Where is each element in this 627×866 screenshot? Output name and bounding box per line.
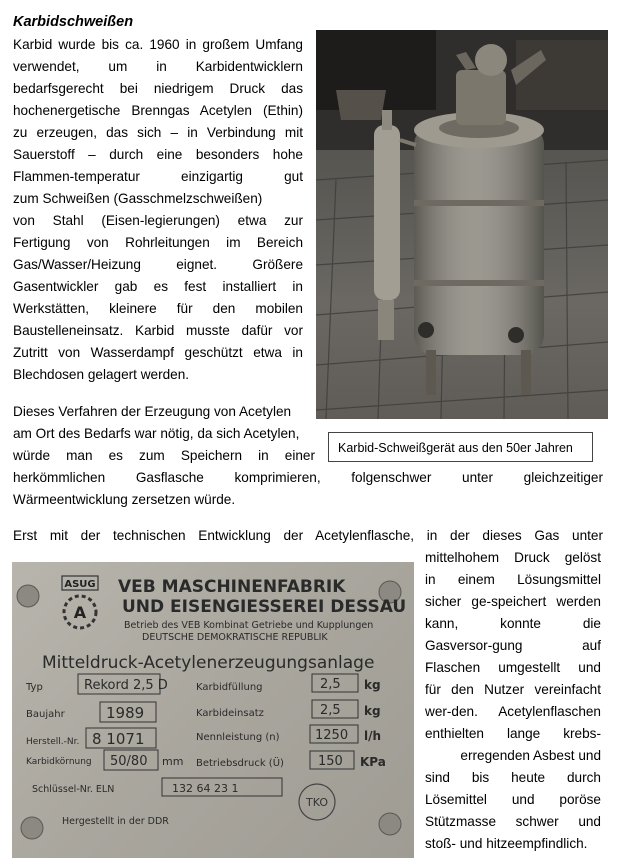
plate-logo: ASUG: [64, 579, 96, 590]
plate-fuell-unit: kg: [364, 678, 381, 692]
text-line: Flammen-temperatur einzigartig gut: [13, 169, 303, 184]
text-line: Zutritt von Wasserdampf geschützt etwa in: [13, 345, 303, 360]
plate-koern-value: 50/80: [110, 754, 148, 769]
plate-herst-value: 8 1071: [92, 730, 145, 748]
plate-druck-label: Betriebsdruck (Ü): [196, 758, 284, 769]
plate-nenn-value: 1250: [315, 728, 349, 743]
text-line: Gas/Wasser/Heizung eignet. Größere: [13, 257, 303, 272]
plate-herst-label: Herstell.-Nr.: [26, 737, 80, 747]
text-line: Lösemittel und poröse: [425, 792, 601, 807]
text-line: Gasversor-gung auf: [425, 638, 601, 653]
plate-schluessel-value: 132 64 23 1: [172, 782, 239, 795]
text-line: Dieses Verfahren der Erzeugung von Acetylen: [13, 404, 292, 419]
plate-koern-unit: mm: [162, 755, 184, 768]
plate-made-in: Hergestellt in der DDR: [62, 816, 169, 827]
plate-einsatz-value: 2,5: [320, 703, 341, 718]
plate-druck-value: 150: [318, 754, 343, 769]
text-line: erregenden Asbest und: [460, 748, 601, 763]
text-line: Baustelleneinsatz. Karbid musste dafür vor: [13, 323, 303, 338]
plate-fuell-label: Karbidfüllung: [196, 682, 263, 693]
text-line: mittelhohem Druck gelöst: [425, 550, 601, 565]
text-line: wer-den. Acetylenflaschen: [425, 704, 601, 719]
text-line: in einem Lösungsmittel: [425, 572, 601, 587]
page-title: Karbidschweißen: [13, 14, 134, 30]
plate-sub-1: Betrieb des VEB Kombinat Getriebe und Kupplungen: [124, 620, 374, 631]
plate-maker-2: UND EISENGIESSEREI DESSAU: [122, 597, 407, 617]
text-line: von Stahl (Eisen-legierungen) etwa zur: [13, 213, 303, 228]
plate-druck-unit: KPa: [360, 755, 386, 769]
plate-sub-2: DEUTSCHE DEMOKRATISCHE REPUBLIK: [142, 632, 328, 643]
text-line: enthielten lange krebs-: [425, 726, 601, 741]
text-line: Gasentwickler gab es fest installiert in: [13, 279, 303, 294]
text-line: Erst mit der technischen Entwicklung der Acetylenflasche, in der dieses Gas unter: [13, 528, 603, 543]
nameplate-drawing: [12, 562, 414, 858]
text-line: am Ort des Bedarfs war nötig, da sich Acetylen,: [13, 426, 300, 441]
text-line: stoß- und hitzeempfindlich.: [425, 836, 588, 851]
photo-caption: Karbid-Schweißgerät aus den 50er Jahren: [328, 432, 593, 462]
plate-maker-1: VEB MASCHINENFABRIK: [118, 577, 346, 597]
plate-typ-label: Typ: [26, 682, 43, 693]
plate-baujahr-value: 1989: [106, 704, 145, 722]
plate-nenn-label: Nennleistung (n): [196, 732, 280, 743]
text-line: Blechdosen gelagert werden.: [13, 367, 190, 382]
text-line: sind bis heute durch: [425, 770, 601, 785]
text-line: zu erzeugen, das sich – in Verbindung mit: [13, 125, 303, 140]
plate-schluessel-label: Schlüssel-Nr. ELN: [32, 784, 115, 795]
plate-fuell-value: 2,5: [320, 677, 341, 692]
text-line: hochenergetische Brenngas Acetylen (Ethin): [13, 103, 303, 118]
text-line: verwendet, um in Karbidentwicklern: [13, 59, 303, 74]
text-line: Fertigung von Rohrleitungen im Bereich: [13, 235, 303, 250]
plate-stamp: TKO: [306, 796, 328, 809]
text-line: Werkstätten, kleinere für den mobilen: [13, 301, 303, 316]
text-line: Sauerstoff – durch eine besonders hohe: [13, 147, 303, 162]
plate-koern-label: Karbidkörnung: [26, 757, 92, 767]
plate-einsatz-unit: kg: [364, 704, 381, 718]
plate-einsatz-label: Karbideinsatz: [196, 708, 264, 719]
nameplate-photo: [12, 562, 414, 858]
plate-nenn-unit: l/h: [364, 729, 382, 743]
text-line: Stützmasse schwer und: [425, 814, 601, 829]
carbide-generator-photo: [316, 30, 608, 419]
plate-typ-value: Rekord 2,5 D: [84, 678, 168, 693]
text-line: zum Schweißen (Gasschmelzschweißen): [13, 191, 263, 206]
text-line: bedarfsgerecht bei niedrigem Druck das: [13, 81, 303, 96]
text-line: Wärmeentwicklung zersetzen würde.: [13, 492, 236, 507]
text-line: Flaschen umgestellt und: [425, 660, 601, 675]
text-line: herkömmlichen Gasflasche komprimieren, folgenschwer unter gleichzeitiger: [13, 470, 603, 485]
text-line: Karbid wurde bis ca. 1960 in großem Umfang: [13, 37, 303, 52]
text-line: würde man es zum Speichern in einer: [13, 448, 315, 463]
plate-baujahr-label: Baujahr: [26, 709, 65, 720]
photo-drawing: [316, 30, 608, 419]
text-line: sicher ge-speichert werden: [425, 594, 601, 609]
svg-text:A: A: [73, 603, 87, 622]
text-line: für den Nutzer vereinfacht: [425, 682, 601, 697]
text-line: kann, konnte die: [425, 616, 601, 631]
plate-heading: Mitteldruck-Acetylenerzeugungsanlage: [42, 653, 375, 673]
